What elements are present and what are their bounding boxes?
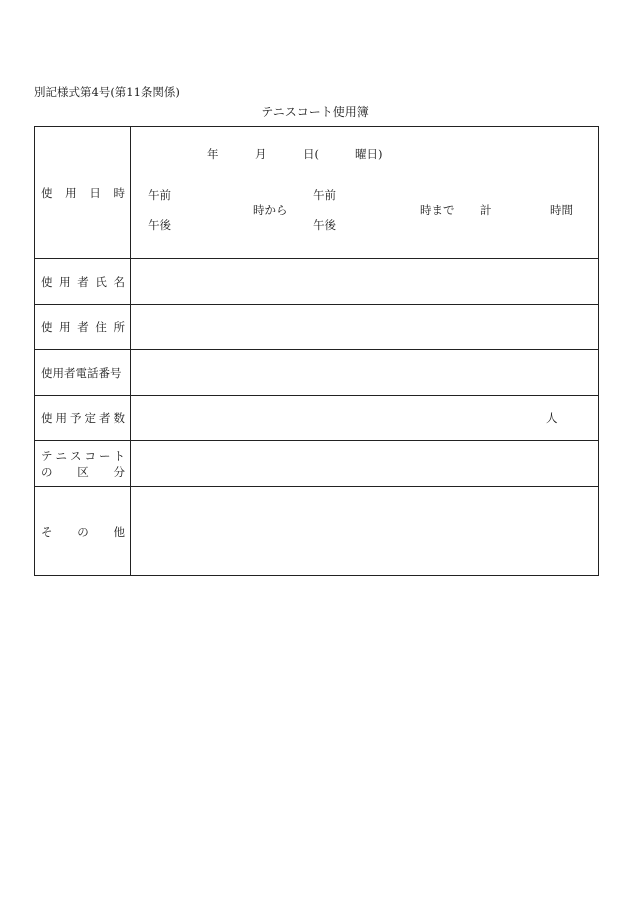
- pm-end-label: 午後: [313, 218, 336, 232]
- label-char: 使: [41, 186, 53, 200]
- label-char: 他: [113, 525, 125, 539]
- document-title: テニスコート使用簿: [261, 105, 369, 119]
- label-char: 者: [77, 275, 89, 289]
- month-label: 月: [255, 147, 267, 161]
- pm-start-label: 午後: [148, 218, 171, 232]
- row-divider: [35, 304, 598, 305]
- label-char: 数: [113, 411, 125, 425]
- label-char: 定: [84, 411, 96, 425]
- label-char: テ: [41, 449, 53, 463]
- label-char: 用: [59, 275, 71, 289]
- label-char: 名: [113, 275, 125, 289]
- row-divider: [35, 395, 598, 396]
- until-label: 時まで: [420, 203, 455, 217]
- label-other: [41, 524, 125, 540]
- label-char: ー: [99, 449, 111, 463]
- am-start-label: 午前: [148, 188, 171, 202]
- label-char: ス: [70, 449, 82, 463]
- day-label: 日(: [303, 147, 319, 161]
- label-char: 用: [59, 320, 71, 334]
- label-char: 分: [113, 465, 125, 479]
- label-court-line1: [41, 448, 125, 464]
- label-char: 区: [77, 465, 89, 479]
- label-char: 氏: [95, 275, 107, 289]
- row-divider: [35, 349, 598, 350]
- label-expected-count: [41, 410, 125, 426]
- label-char: 使: [41, 411, 53, 425]
- form-number-label: 別記様式第4号(第11条関係): [34, 85, 180, 99]
- label-user-phone: [41, 365, 125, 381]
- row-divider: [35, 258, 598, 259]
- label-char: 時: [113, 186, 125, 200]
- label-char: 使: [41, 320, 53, 334]
- row-divider: [35, 486, 598, 487]
- from-label: 時から: [253, 203, 288, 217]
- label-char: そ: [41, 525, 53, 539]
- tennis-court-usage-form: [34, 126, 599, 576]
- label-char: の: [41, 465, 53, 479]
- label-char: コ: [84, 449, 96, 463]
- label-char: 住: [95, 320, 107, 334]
- label-char: の: [77, 525, 89, 539]
- persons-unit-label: 人: [546, 411, 558, 425]
- label-char: 日: [89, 186, 101, 200]
- hours-label: 時間: [550, 203, 573, 217]
- label-char: ト: [113, 449, 125, 463]
- label-char: 予: [70, 411, 82, 425]
- label-user-name: [41, 274, 125, 290]
- label-char: 用: [65, 186, 77, 200]
- label-char: 者: [99, 411, 111, 425]
- label-text: 使用者電話番号: [41, 366, 122, 380]
- total-label: 計: [480, 203, 492, 217]
- label-char: 使: [41, 275, 53, 289]
- am-end-label: 午前: [313, 188, 336, 202]
- year-label: 年: [207, 147, 219, 161]
- label-user-address: [41, 319, 125, 335]
- row-divider: [35, 440, 598, 441]
- label-char: 所: [113, 320, 125, 334]
- weekday-label: 曜日): [355, 147, 383, 161]
- column-divider: [130, 127, 131, 575]
- label-char: ニ: [55, 449, 67, 463]
- label-char: 用: [55, 411, 67, 425]
- label-usage-datetime: [41, 185, 125, 201]
- label-court-line2: [41, 464, 125, 480]
- label-char: 者: [77, 320, 89, 334]
